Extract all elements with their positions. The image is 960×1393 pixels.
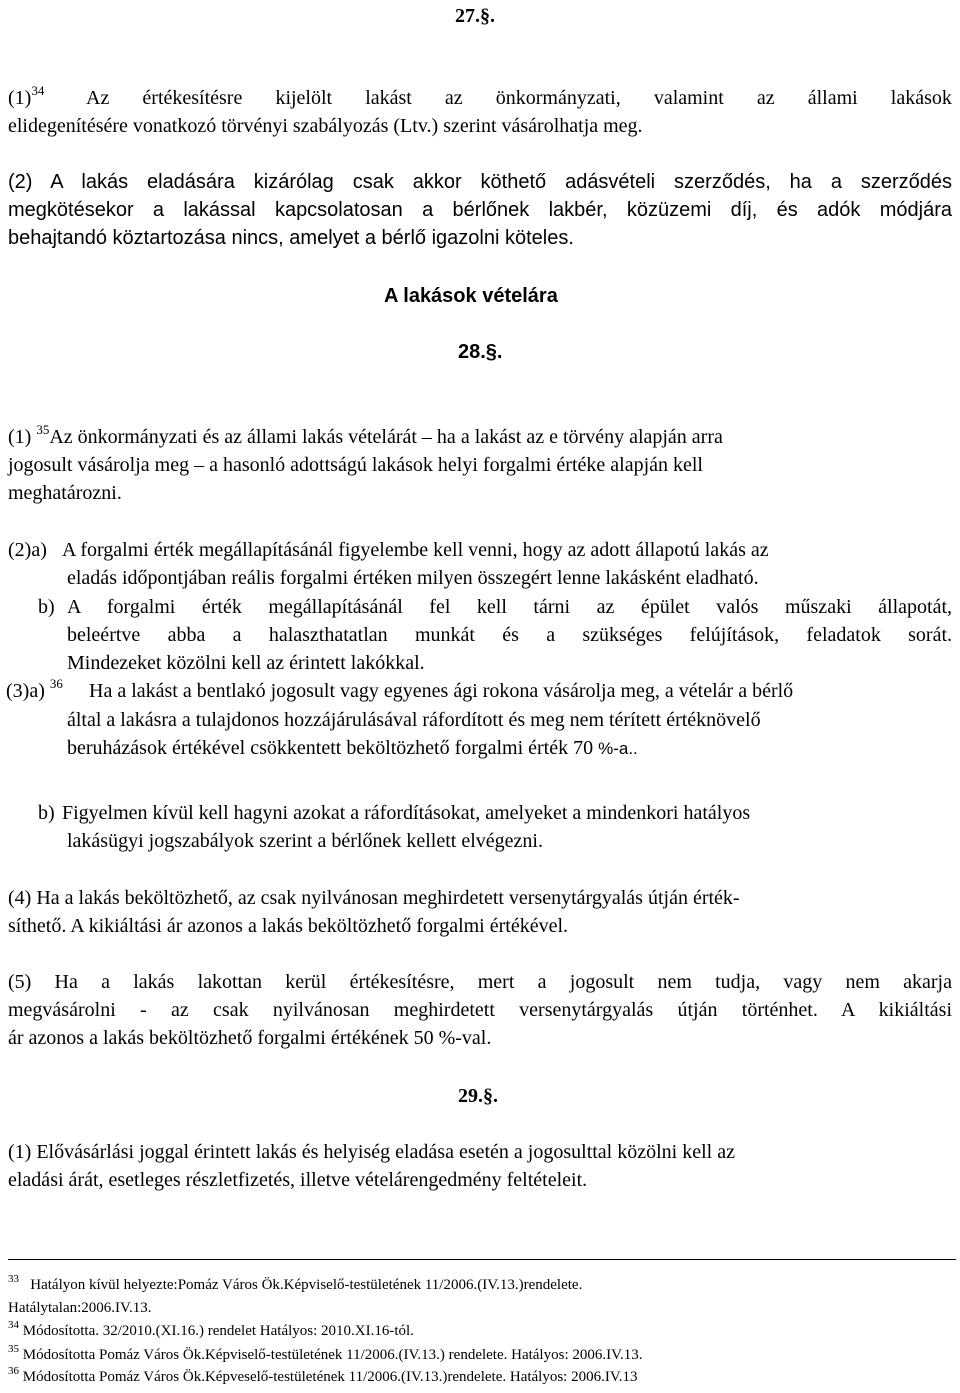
- s28-p3b-line1: Figyelmen kívül kell hagyni azokat a ráfordításokat, amelyeket a mindenkori hatályos: [62, 802, 751, 824]
- section-28-heading: 28.§.: [458, 341, 503, 363]
- word: valamint: [653, 87, 724, 109]
- footnote-number: 33: [8, 1273, 19, 1285]
- s28-p3b-label: b): [38, 802, 55, 824]
- word: az: [756, 87, 775, 109]
- word: lakások: [890, 87, 952, 109]
- word: az: [444, 87, 463, 109]
- s28-p3a-line2: által a lakásra a tulajdonos hozzájárulásával ráfordított és meg nem térített értéknövelő: [67, 709, 761, 731]
- s27-p1-num: (1): [8, 87, 32, 109]
- s28-p1-line2: jogosult vásárolja meg – a hasonló adottságú lakások helyi forgalmi értéke alapján kell: [8, 454, 703, 476]
- s28-p2b-label: b): [38, 596, 55, 618]
- s27-p2-line1: (2) A lakás eladására kizárólag csak akkor köthető adásvételi szerződés, ha a szerződés: [8, 171, 952, 193]
- footnote-text: Módosította Pomáz Város Ök.Képveselő-testületének 11/2006.(IV.13.)rendelete. Hatályos: 2006.IV.13: [22, 1369, 638, 1385]
- s29-p1-line2: eladási árát, esetleges részletfizetés, illetve vételárengedmény feltételeit.: [8, 1169, 588, 1191]
- s27-p1-number: [8, 84, 44, 112]
- footnote-text: Módosította. 32/2010.(XI.16.) rendelet Hatályos: 2010.XI.16-tól.: [22, 1323, 414, 1339]
- footnote-35: [8, 1344, 643, 1366]
- s28-p1-text1: Az önkormányzati és az állami lakás vételárát – ha a lakást az e törvény alapján arra: [49, 426, 723, 448]
- section-title: A lakások vételára: [384, 285, 558, 307]
- s28-p1-line3: meghatározni.: [8, 482, 122, 504]
- word: kijelölt: [275, 87, 333, 109]
- footnote-ref-36: 36: [49, 676, 63, 691]
- s28-p4-line1: (4) Ha a lakás beköltözhető, az csak nyilvánosan meghirdetett versenytárgyalás útján érték-: [8, 887, 740, 909]
- section-29-heading: 29.§.: [458, 1085, 498, 1107]
- s27-p1-line2: elidegenítésére vonatkozó törvényi szabályozás (Ltv.) szerint vásárolhatja meg.: [8, 115, 643, 137]
- footnote-separator: [8, 1259, 956, 1260]
- s28-p5-line3: ár azonos a lakás beköltözhető forgalmi értékének 50 %-val.: [8, 1027, 492, 1049]
- footnote-number: 35: [8, 1343, 19, 1355]
- s28-p3b-line2: lakásügyi jogszabályok szerint a bérlőnek kellett elvégezni.: [67, 830, 543, 852]
- s27-p2-line3: behajtandó köztartozása nincs, amelyet a bérlő igazolni köteles.: [8, 227, 574, 249]
- s28-p2b-line1: A forgalmi érték megállapításánál fel kell tárni az épület valós műszaki állapotát,: [67, 596, 952, 618]
- s28-p3a-line1: Ha a lakást a bentlakó jogosult vagy egyenes ági rokona vásárolja meg, a vételár a bérlő: [89, 680, 794, 702]
- s28-p1-line1: [8, 423, 723, 451]
- s28-p5-line1: (5) Ha a lakás lakottan kerül értékesítésre, mert a jogosult nem tudja, vagy nem akarja: [8, 971, 952, 993]
- footnote-text: Hatályon kívül helyezte:Pomáz Város Ök.Képviselő-testületének 11/2006.(IV.13.)rendelete.: [30, 1277, 583, 1293]
- s29-p1-line1: (1) Elővásárlási joggal érintett lakás és helyiség eladása esetén a jogosulttal közölni kell az: [8, 1141, 735, 1163]
- footnote-ref-34: 34: [31, 83, 45, 98]
- footnote-33: [8, 1274, 582, 1296]
- word: értékesítésre: [142, 87, 243, 109]
- word: önkormányzati,: [495, 87, 621, 109]
- word: állami: [807, 87, 858, 109]
- s28-p3a-line3-text: beruházások értékével csökkentett beköltözhető forgalmi érték 70: [67, 737, 599, 759]
- s28-p4-line2: síthető. A kikiáltási ár azonos a lakás beköltözhető forgalmi értékével.: [8, 915, 569, 937]
- s28-p1-num: (1): [8, 426, 32, 448]
- s28-p2b-line2: beleértve abba a halaszthatatlan munkát és a szükséges felújítások, feladatok sorát.: [67, 624, 952, 646]
- footnote-number: 36: [8, 1365, 19, 1377]
- footnote-36: [8, 1366, 638, 1388]
- s28-p3a-label-text: (3)a): [6, 680, 45, 702]
- s27-p2-line2: megkötésekor a lakással kapcsolatosan a bérlőnek lakbér, közüzemi díj, és adók módjára: [8, 199, 952, 221]
- s28-p2b-line3: Mindezeket közölni kell az érintett lakókkal.: [67, 652, 425, 674]
- s28-p2a-line1: A forgalmi érték megállapításánál figyelembe kell venni, hogy az adott állapotú lakás az: [62, 539, 769, 561]
- word: Az: [86, 87, 110, 109]
- footnote-ref-35: 35: [36, 422, 50, 437]
- footnote-text: Módosította Pomáz Város Ök.Képviselő-testületének 11/2006.(IV.13.) rendelete. Hatályos: 2006.IV.13.: [22, 1347, 643, 1363]
- s28-p2a-line2: eladás időpontjában reális forgalmi értéken milyen összegért lenne lakásként eladható.: [67, 567, 759, 589]
- s28-p3a-percent: %-a..: [598, 739, 638, 758]
- s28-p3a-line3: [67, 734, 638, 763]
- footnote-34: [8, 1320, 414, 1342]
- s27-p1-line1: [86, 84, 952, 112]
- s28-p5-line2: megvásárolni - az csak nyilvánosan meghirdetett versenytárgyalás útján történhet. A kikiáltási: [8, 999, 952, 1021]
- s28-p3a-label: [6, 677, 63, 705]
- s28-p2a-label: (2)a): [8, 539, 47, 561]
- section-27-heading: 27.§.: [455, 5, 495, 27]
- footnote-33-line2: Hatálytalan:2006.IV.13.: [8, 1300, 152, 1316]
- word: lakást: [365, 87, 412, 109]
- footnote-number: 34: [8, 1319, 19, 1331]
